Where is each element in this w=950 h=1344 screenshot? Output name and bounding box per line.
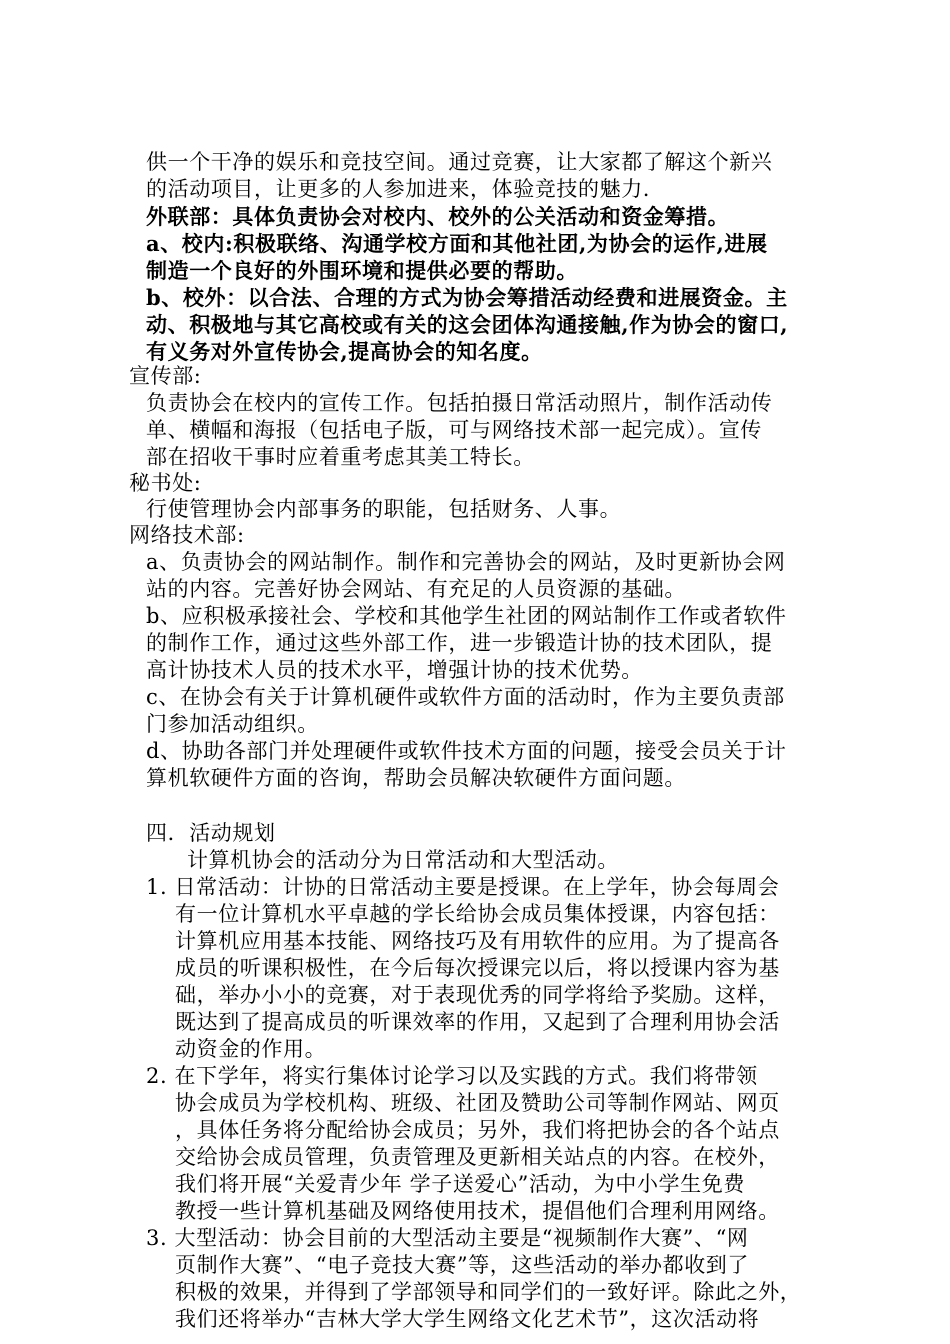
paragraph-line: 有义务对外宣传协会,提高协会的知名度。: [146, 339, 543, 364]
list-item-line: 积极的效果，并得到了学部领导和同学们的一致好评。除此之外，: [175, 1280, 802, 1304]
list-item-line: 3. 大型活动：协会目前的大型活动主要是“视频制作大赛”、“网: [146, 1226, 749, 1250]
list-item-line: 既达到了提高成员的听课效率的作用，又起到了合理利用协会活: [175, 1010, 780, 1034]
paragraph-line: 的制作工作，通过这些外部工作，进一步锻造计协的技术团队，提: [146, 631, 773, 655]
paragraph-line: 的活动项目，让更多的人参加进来，体验竞技的魅力.: [146, 177, 651, 201]
list-item-line: 成员的听课积极性，在今后每次授课完以后，将以授课内容为基: [175, 956, 780, 980]
section-heading-activity-plan: 四．活动规划: [146, 821, 276, 845]
paragraph-line: 算机软硬件方面的咨询，帮助会员解决软硬件方面问题。: [146, 766, 686, 790]
paragraph-line: 负责协会在校内的宣传工作。包括拍摄日常活动照片，制作活动传: [146, 391, 773, 415]
paragraph-line: 行使管理协会内部事务的职能，包括财务、人事。: [146, 497, 622, 521]
list-item-line: 协会成员为学校机构、班级、社团及赞助公司等制作网站、网页: [175, 1091, 780, 1115]
paragraph-line: 动、积极地与其它高校或有关的这会团体沟通接触,作为协会的窗口,: [146, 312, 789, 337]
paragraph-line: a、校内:积极联络、沟通学校方面和其他社团,为协会的运作,进展: [146, 231, 768, 256]
paragraph-line: 单、横幅和海报（包括电子版，可与网络技术部一起完成）。宣传: [146, 418, 762, 442]
paragraph-line: 门参加活动组织。: [146, 712, 319, 736]
paragraph-line: b、校外：以合法、合理的方式为协会筹措活动经费和进展资金。主: [146, 285, 788, 310]
section-line-external-dept: 外联部：具体负责协会对校内、校外的公关活动和资金筹措。: [146, 204, 730, 229]
section-heading-network-tech: 网络技术部:: [129, 523, 245, 547]
paragraph-line: b、应积极承接社会、学校和其他学生社团的网站制作工作或者软件: [146, 604, 787, 628]
list-item-line: 计算机应用基本技能、网络技巧及有用软件的应用。为了提高各: [175, 929, 780, 953]
paragraph-line: 供一个干净的娱乐和竞技空间。通过竞赛，让大家都了解这个新兴: [146, 150, 773, 174]
paragraph-line: c、在协会有关于计算机硬件或软件方面的活动时，作为主要负责部: [146, 685, 785, 709]
paragraph-line: a、负责协会的网站制作。制作和完善协会的网站，及时更新协会网: [146, 550, 786, 574]
list-item-line: 动资金的作用。: [175, 1037, 327, 1061]
list-item-line: 教授一些计算机基础及网络使用技术，提倡他们合理利用网络。: [175, 1199, 780, 1223]
list-item-line: 1. 日常活动：计协的日常活动主要是授课。在上学年，协会每周会: [146, 875, 780, 899]
list-item-line: 交给协会成员管理，负责管理及更新相关站点的内容。在校外，: [175, 1145, 780, 1169]
list-item-line: 我们将开展“关爱青少年 学子送爱心”活动，为中小学生免费: [175, 1172, 745, 1196]
list-item-line: 2. 在下学年，将实行集体讨论学习以及实践的方式。我们将带领: [146, 1064, 758, 1088]
paragraph-line: 站的内容。完善好协会网站、有充足的人员资源的基础。: [146, 577, 686, 601]
list-item-line: ，具体任务将分配给协会成员；另外，我们将把协会的各个站点: [175, 1118, 780, 1142]
paragraph-line: 高计协技术人员的技术水平，增强计协的技术优势。: [146, 658, 643, 682]
paragraph-line: 计算机协会的活动分为日常活动和大型活动。: [187, 848, 619, 872]
list-item-line: 有一位计算机水平卓越的学长给协会成员集体授课，内容包括：: [175, 902, 780, 926]
paragraph-line: 部在招收干事时应着重考虑其美工特长。: [146, 445, 535, 469]
list-item-line: 础，举办小小的竞赛，对于表现优秀的同学将给予奖励。这样，: [175, 983, 780, 1007]
list-item-line: 我们还将举办“吉林大学大学生网络文化艺术节”，这次活动将: [175, 1307, 760, 1331]
paragraph-line: 制造一个良好的外围环境和提供必要的帮助。: [146, 258, 578, 283]
section-heading-publicity: 宣传部:: [129, 364, 202, 388]
section-heading-secretariat: 秘书处:: [129, 471, 202, 495]
paragraph-line: d、协助各部门并处理硬件或软件技术方面的问题，接受会员关于计: [146, 739, 787, 763]
list-item-line: 页制作大赛”、“电子竞技大赛”等，这些活动的举办都收到了: [175, 1253, 750, 1277]
